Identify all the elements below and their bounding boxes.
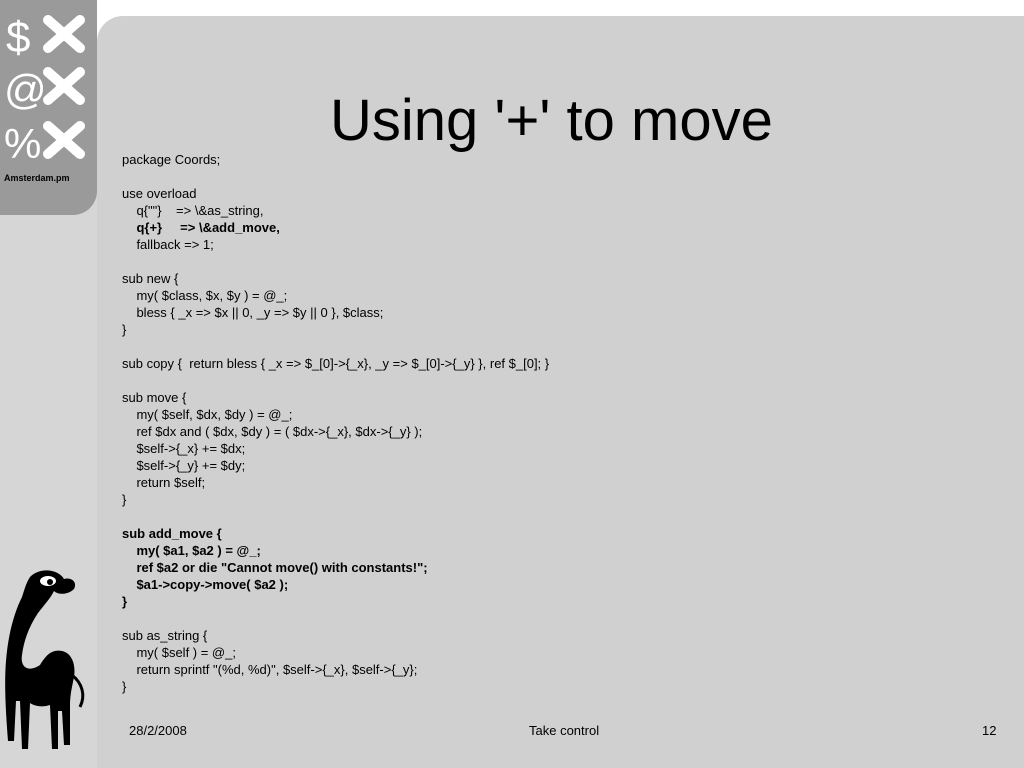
code-line: my( $a1, $a2 ) = @_; [122,543,261,558]
code-line: return sprintf "(%d, %d)", $self->{_x}, $self->{_y}; [122,662,418,677]
footer-title: Take control [529,723,600,738]
cross-icon [48,126,80,154]
code-line: } [122,322,127,337]
code-line: my( $class, $x, $y ) = @_; [122,288,288,303]
code-line [122,253,549,270]
code-line: $a1->copy->move( $a2 ); [122,577,289,592]
cross-icon [48,20,80,48]
code-line: $self->{_y} += $dy; [122,458,246,473]
code-line: sub move { [122,390,187,405]
code-line: ref $a2 or die "Cannot move() with constants!"; [122,560,428,575]
percent-symbol: % [4,120,42,167]
camel-icon [0,565,100,765]
dollar-symbol: $ [6,13,31,62]
code-line: } [122,492,127,507]
code-line: q{""} => \&as_string, [122,203,264,218]
code-line: ref $dx and ( $dx, $dy ) = ( $dx->{_x}, $dx->{_y} ); [122,424,423,439]
logo-panel [0,0,97,215]
top-strip [97,0,1024,16]
code-line: my( $self, $dx, $dy ) = @_; [122,407,293,422]
code-line [122,610,549,627]
code-line: $self->{_x} += $dx; [122,441,246,456]
code-line [122,372,549,389]
code-line: return $self; [122,475,206,490]
cross-icon [48,72,80,100]
slide-title: Using '+' to move [330,88,773,153]
code-line: use overload [122,186,197,201]
at-symbol: @ [4,66,47,113]
page-number: 12 [982,723,997,738]
code-line [122,338,549,355]
logo-label: Amsterdam.pm [4,173,70,183]
code-line: } [122,594,128,609]
amsterdam-pm-logo [0,0,97,172]
code-line [122,508,549,525]
code-line: fallback => 1; [122,237,214,252]
code-line: } [122,679,127,694]
code-line: bless { _x => $x || 0, _y => $y || 0 }, $class; [122,305,384,320]
code-line: sub add_move { [122,526,222,541]
code-line: q{+} => \&add_move, [122,220,280,235]
code-line: sub new { [122,271,179,286]
code-line: sub as_string { [122,628,208,643]
code-block [122,151,549,695]
code-line: package Coords; [122,152,221,167]
footer-date: 28/2/2008 [129,723,187,738]
code-line [122,168,549,185]
code-line: sub copy { return bless { _x => $_[0]->{_x}, _y => $_[0]->{_y} }, ref $_[0]; } [122,356,550,371]
code-line: my( $self ) = @_; [122,645,236,660]
